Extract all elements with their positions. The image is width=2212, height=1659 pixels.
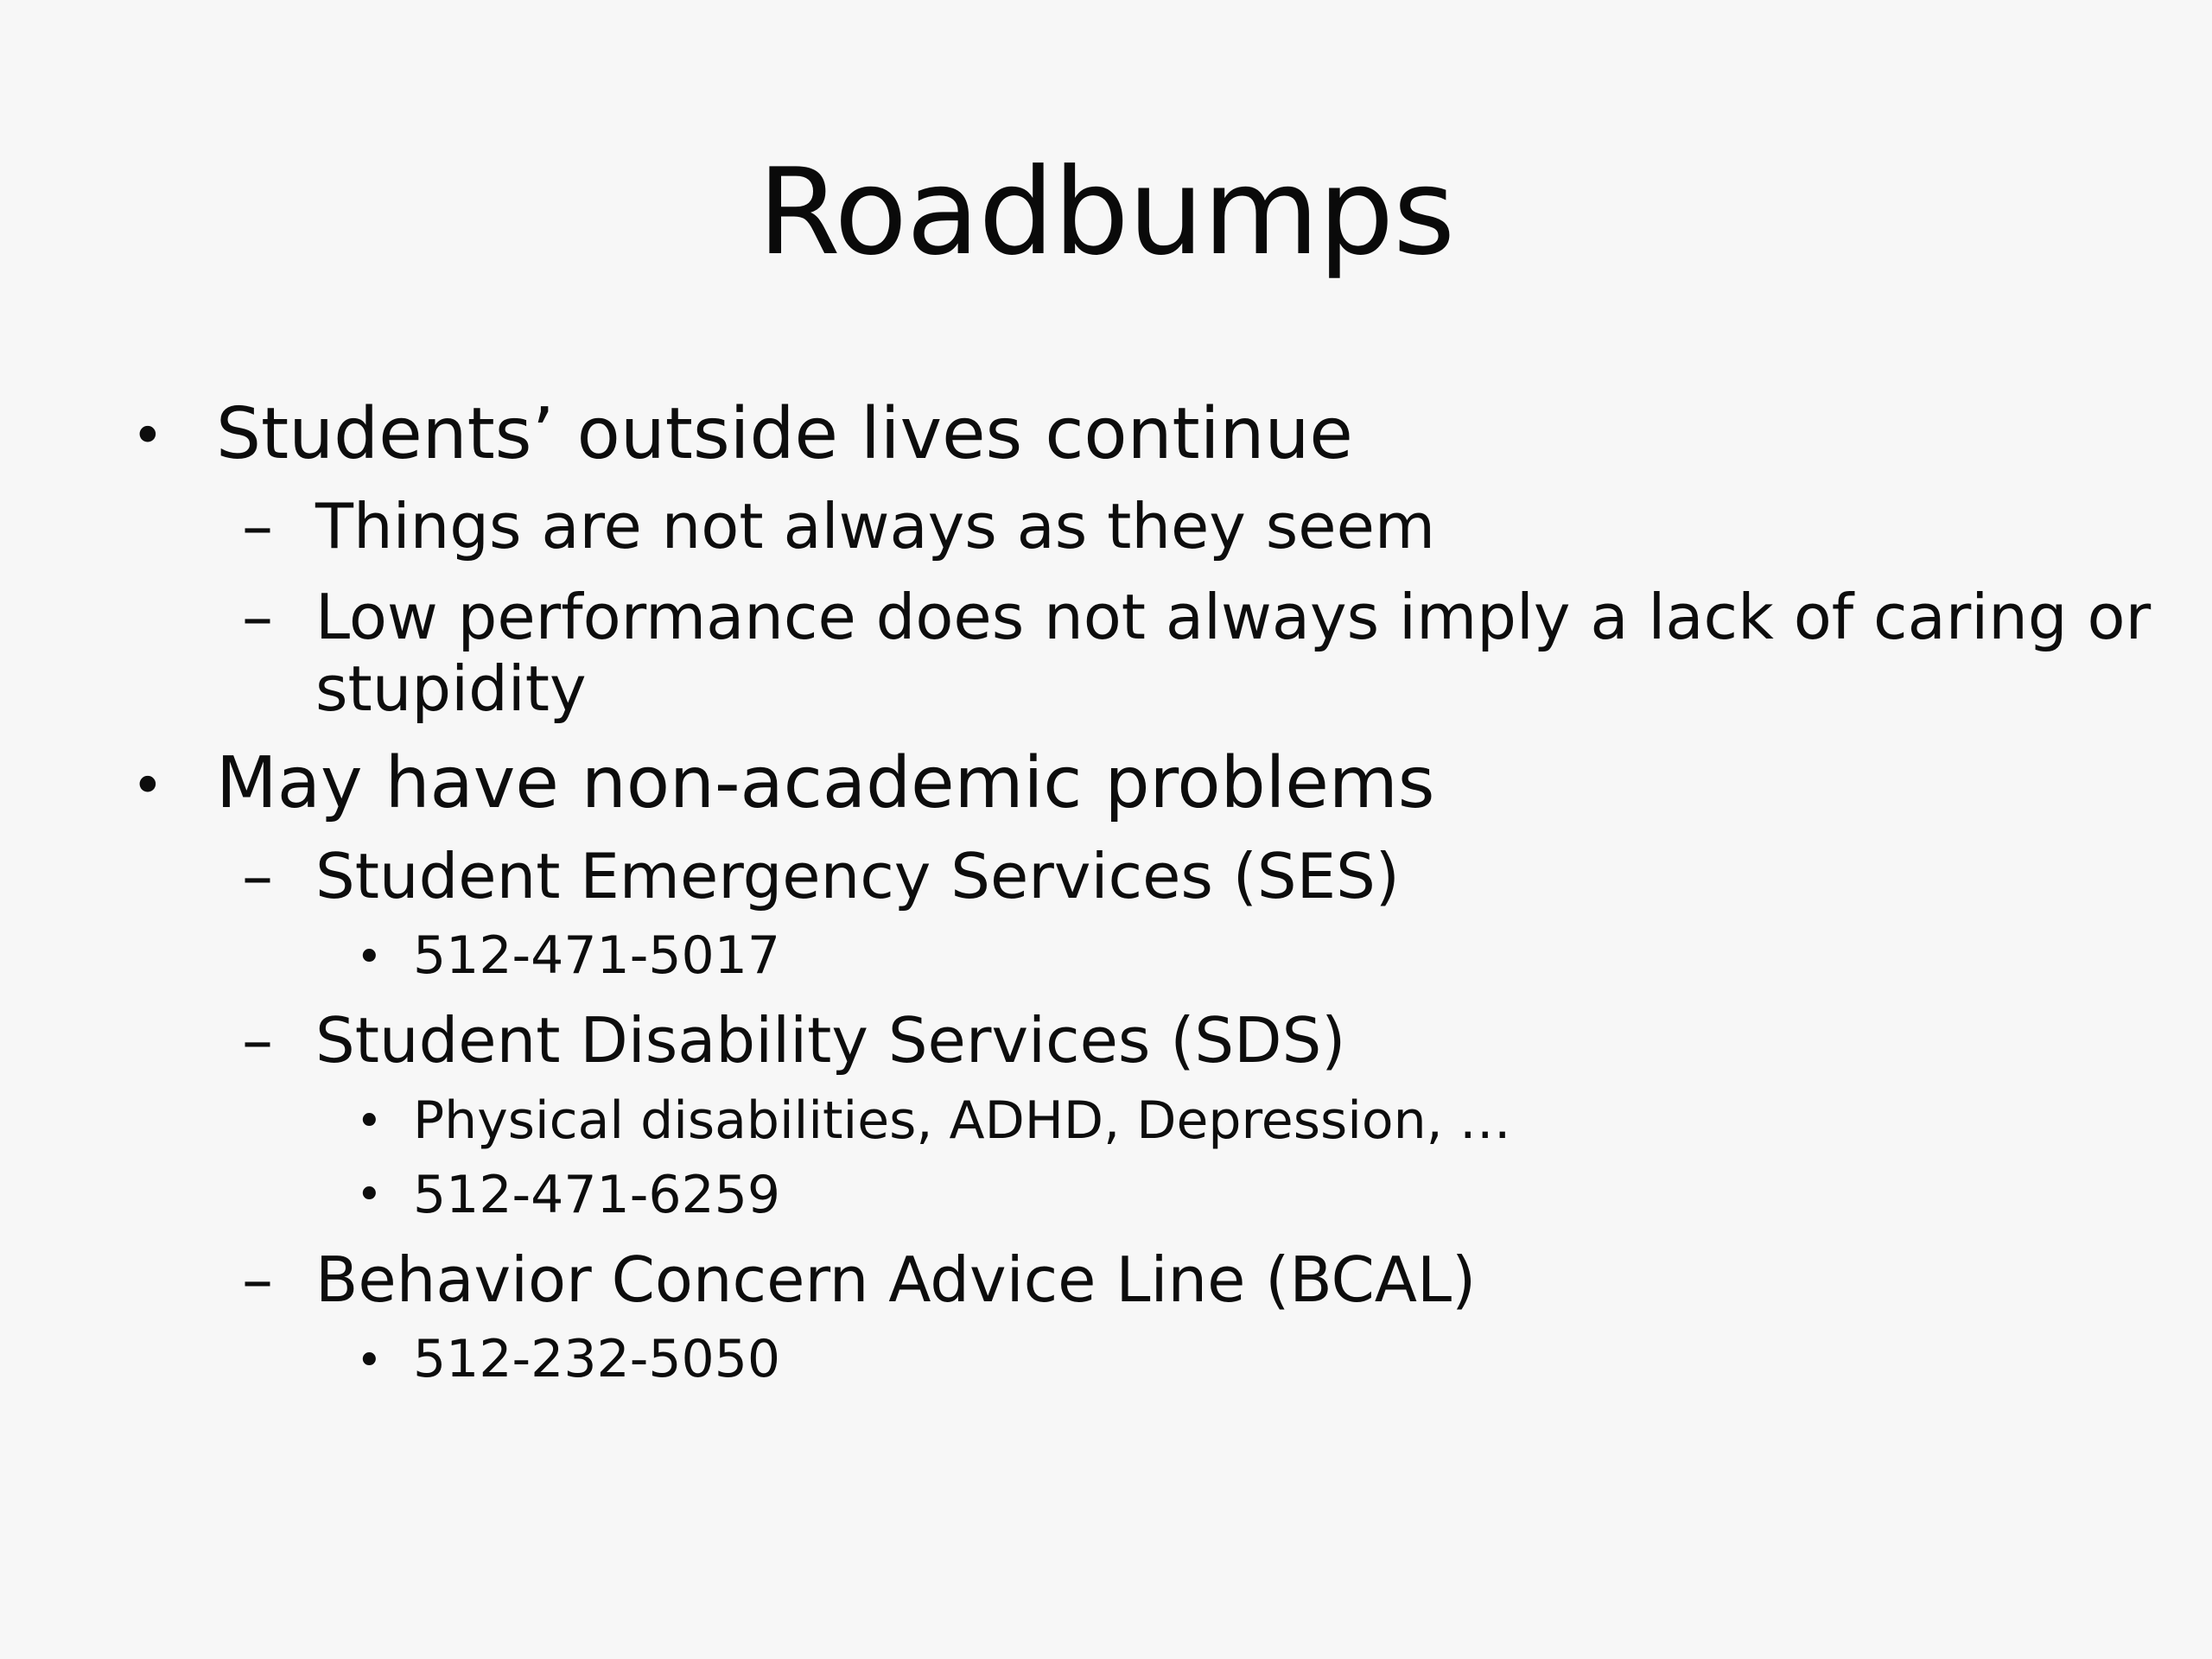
bullet-1: • (131, 404, 164, 468)
detail-bullet-2-2-1: • (356, 1096, 383, 1147)
detail-bullet-2-2-2: • (356, 1169, 383, 1221)
item-1-text: Students’ outside lives continue (216, 393, 1353, 475)
item-1-sub-2-line2: stupidity (315, 652, 587, 725)
slide-title: Roadbumps (757, 143, 1455, 282)
bullet-2: • (131, 754, 164, 818)
item-2-sub-2-detail-2: 512-471-6259 (413, 1165, 781, 1225)
item-2-sub-2-detail-1: Physical disabilities, ADHD, Depression, … (413, 1090, 1511, 1151)
dash-1-2: – (242, 581, 273, 653)
item-2-text: May have non-academic problems (216, 742, 1435, 824)
item-1-sub-1-text: Things are not always as they seem (315, 490, 1436, 563)
detail-bullet-2-3-1: • (356, 1335, 383, 1387)
item-2-sub-3-detail-1: 512-232-5050 (413, 1329, 781, 1389)
item-2-sub-1-text: Student Emergency Services (SES) (315, 840, 1400, 912)
dash-2-1: – (242, 840, 273, 912)
item-1-sub-2-line1: Low performance does not always imply a lack of caring or (315, 581, 2152, 653)
detail-bullet-2-1-1: • (356, 931, 383, 983)
item-2-sub-1-detail-1: 512-471-5017 (413, 925, 781, 986)
dash-2-2: – (242, 1004, 273, 1077)
dash-2-3: – (242, 1243, 273, 1316)
item-2-sub-2-text: Student Disability Services (SDS) (315, 1004, 1346, 1077)
item-2-sub-3-text: Behavior Concern Advice Line (BCAL) (315, 1243, 1477, 1316)
dash-1-1: – (242, 490, 273, 563)
